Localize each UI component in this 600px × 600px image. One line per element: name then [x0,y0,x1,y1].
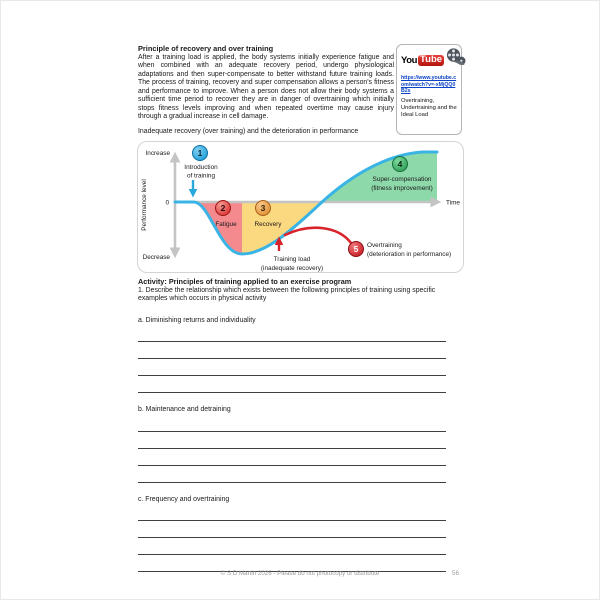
header [138,44,394,122]
activity-part-a [138,317,463,393]
stage-5-badge [349,242,364,257]
x-axis-title: Time [446,199,460,207]
fatigue-label: Fatigue [215,221,237,228]
youtube-logo-you: You [401,54,418,66]
youtube-video-title: Overtraining, Undertraining and the Ideal Load [401,97,457,118]
overtraining-swoosh [285,228,351,243]
y-axis-increase-label: Increase [145,150,170,157]
answer-line [138,538,446,555]
answer-line [138,432,446,449]
answer-line [138,504,446,521]
activity-part-b [138,406,463,482]
stage-5-number: 5 [353,244,359,254]
copyright-text: © S D Martin 2026 - Please do not photocopy or distribute [220,570,380,577]
supercompensation-label-line1: Super-compensation [372,176,432,183]
stage-3-badge [256,201,271,216]
stage-2-badge [216,201,231,216]
youtube-reference-box [396,44,462,135]
stage-1-number: 1 [197,148,203,158]
recovery-label: Recovery [254,221,282,228]
youtube-link[interactable]: https://www.youtube.com/watch?v=-xMjQQ0B2s [401,75,457,95]
activity-part-c [138,496,463,572]
answer-line [138,325,446,342]
answer-line [138,359,446,376]
answer-line [138,449,446,466]
film-reel-icon [446,48,466,72]
overtraining-label-line1: Overtraining [367,242,402,249]
activity-part-label: b. Maintenance and detraining [138,406,231,414]
stage-1-badge [193,146,208,161]
activity-title: Activity: Principles of training applied to an exercise program [138,277,352,286]
y-axis-title: Performance level [141,179,148,231]
activity-part-label: c. Frequency and overtraining [138,495,230,503]
training-load-label-line2: (inadequate recovery) [260,265,324,272]
activity-section [138,277,463,572]
intro-paragraph: After a training load is applied, the body systems initially experience fatigue and when combined with an adequate recovery period, undergo physiological adaptations and then super-compensate to better withstand future training loads. The process of training, recovery and super compensation allows a person's fitness and performance to improve. When a person does not allow their body systems a sufficient time period to recover they are in danger of overtraining which initially stops fitness levels improving and when repeated overtime may cause injury through a gradual increase in cell damage. [138,54,394,121]
answer-line [138,376,446,393]
training-load-label-line1: Training load [273,256,311,263]
youtube-logo-tube: Tube [420,53,443,65]
page-footer [0,570,600,577]
y-axis-decrease-label: Decrease [142,254,170,261]
page-title: Principle of recovery and over training [138,44,274,53]
stage-4-badge [393,157,408,172]
answer-line [138,466,446,483]
page-number: 56 [452,570,459,577]
youtube-logo [401,48,457,72]
activity-part-label: a. Diminishing returns and individuality [138,316,256,324]
y-axis-zero-label: 0 [165,199,169,207]
stage-3-number: 3 [260,203,266,213]
introduction-label-line2: of training [186,172,216,180]
introduction-label-line1: Introduction [184,164,218,171]
overtraining-label-line2: (deterioration in performance) [367,251,452,258]
training-curve-diagram [137,141,464,273]
answer-line [138,415,446,432]
answer-line [138,521,446,538]
answer-line [138,342,446,359]
diagram-caption: Inadequate recovery (over training) and the deterioration in performance [138,128,359,135]
activity-question: 1. Describe the relationship which exists between the following principles of training using specific examples which occurs in physical activity [138,287,436,303]
stage-4-number: 4 [397,159,403,169]
stage-2-number: 2 [220,203,226,213]
supercompensation-label-line2: (fitness improvement) [371,185,433,192]
